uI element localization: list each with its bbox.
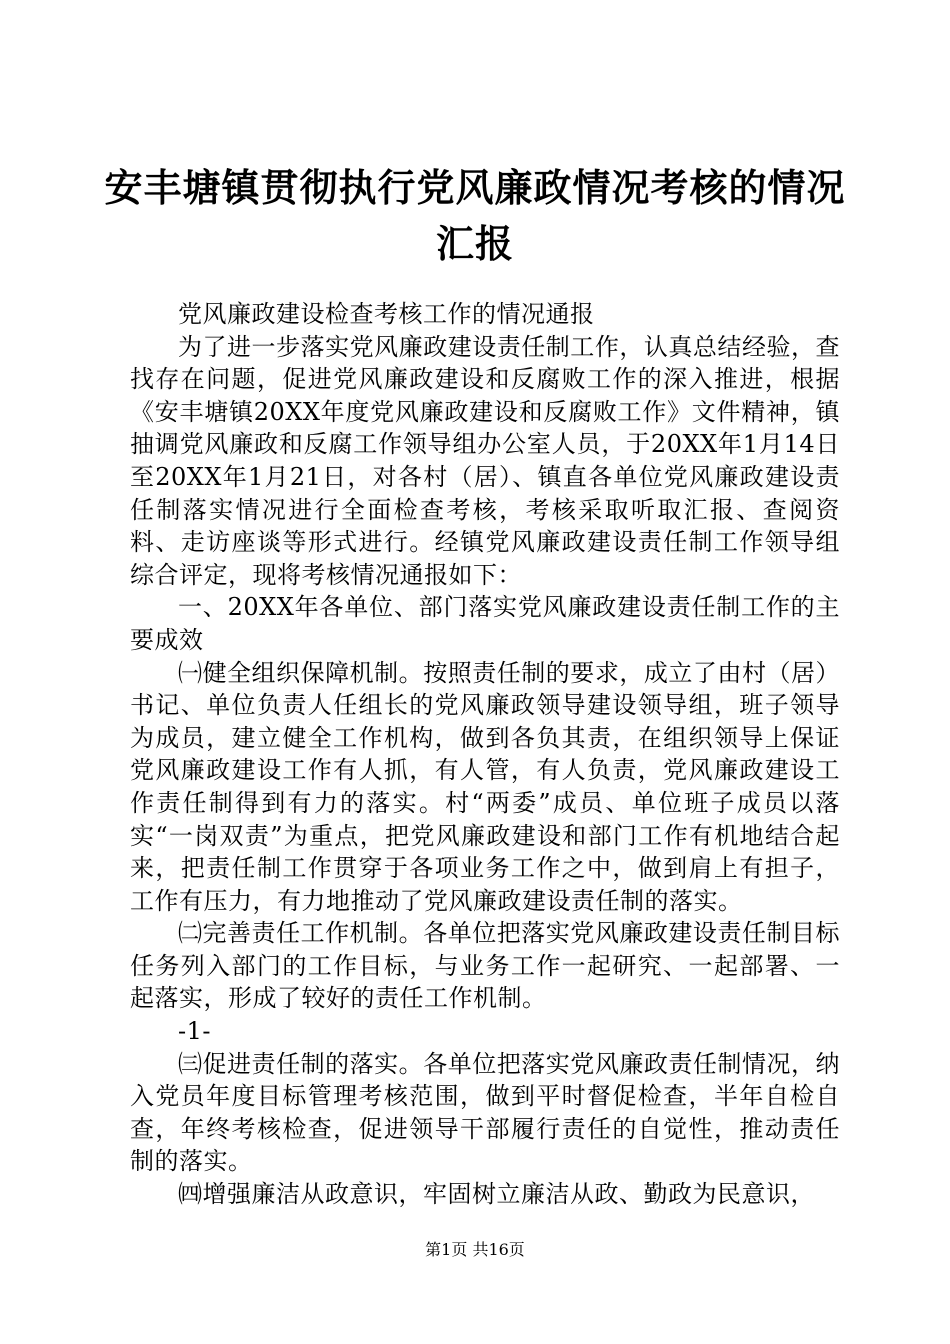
paragraph-item-1: ㈠健全组织保障机制。按照责任制的要求，成立了由村（居）书记、单位负责人任组长的党风廉政领导建设领导组，班子领导为成员，建立健全工作机构，做到各负其责，在组织领导上保证党风廉政建设工作有人抓，有人管，有人负责，党风廉政建设工作责任制得到有力的落实。村“两委”成员、单位班子成员以落实“一岗双责”为重点，把党风廉政建设和部门工作有机地结合起来，把责任制工作贯穿于各项业务工作之中，做到肩上有担子，工作有压力，有力地推动了党风廉政建设责任制的落实。 — [130, 658, 840, 915]
inline-page-number: -1- — [178, 1017, 211, 1046]
section-heading-1: 一、20XX年各单位、部门落实党风廉政建设责任制工作的主要成效 — [130, 593, 840, 654]
paragraph-intro: 为了进一步落实党风廉政建设责任制工作，认真总结经验，查找存在问题，促进党风廉政建设和反腐败工作的深入推进，根据《安丰塘镇20XX年度党风廉政建设和反腐败工作》文件精神，镇抽调党风廉政和反腐工作领导组办公室人员，于20XX年1月14日至20XX年1月21日，对各村（居）、镇直各单位党风廉政建设责任制落实情况进行全面检查考核，考核采取听取汇报、查阅资料、走访座谈等形式进行。经镇党风廉政建设责任制工作领导组综合评定，现将考核情况通报如下： — [130, 332, 840, 589]
paragraph-item-4: ㈣增强廉洁从政意识，牢固树立廉洁从政、勤政为民意识， — [178, 1180, 815, 1209]
document-subtitle: 党风廉政建设检查考核工作的情况通报 — [178, 300, 595, 328]
paragraph-item-3: ㈢促进责任制的落实。各单位把落实党风廉政责任制情况，纳入党员年度目标管理考核范围，做到平时督促检查，半年自检自查，年终考核检查，促进领导干部履行责任的自觉性，推动责任制的落实。 — [130, 1049, 840, 1176]
page-footer: 第1页 共16页 — [425, 1240, 525, 1259]
document-title: 安丰塘镇贯彻执行党风廉政情况考核的情况汇报 — [104, 165, 846, 266]
paragraph-item-2: ㈡完善责任工作机制。各单位把落实党风廉政建设责任制目标任务列入部门的工作目标，与业务工作一起研究、一起部署、一起落实，形成了较好的责任工作机制。 — [130, 919, 840, 1013]
document-body — [130, 298, 840, 1211]
